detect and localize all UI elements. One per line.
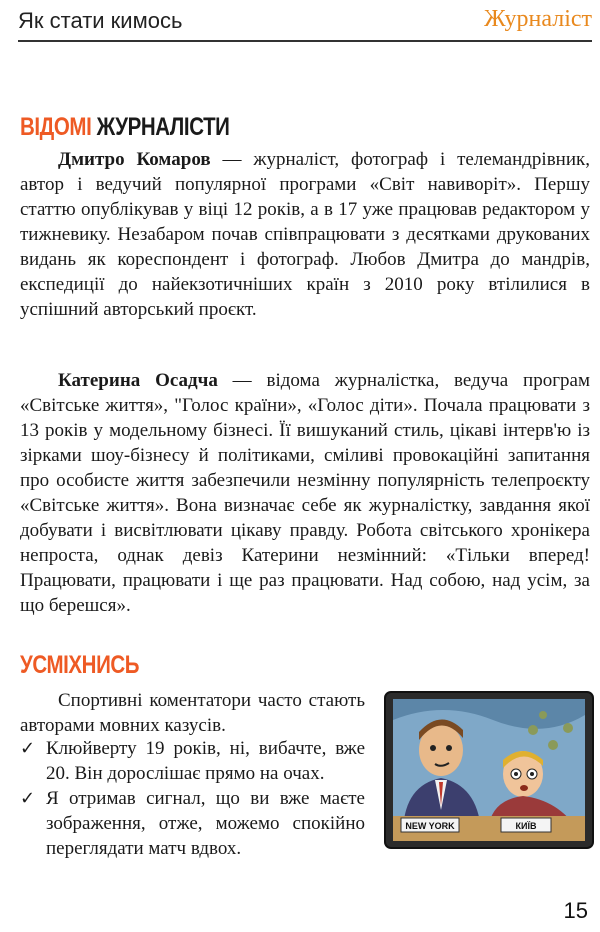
label-new-york: NEW YORK <box>405 821 455 831</box>
joke-item <box>20 786 365 861</box>
section-title-accent: ВІДОМІ <box>20 113 92 141</box>
komarov-paragraph <box>20 147 590 322</box>
tv-commentators-illustration <box>383 690 595 850</box>
joke-item <box>20 736 365 786</box>
label-kyiv: КИЇВ <box>515 821 537 831</box>
page-header <box>0 0 600 46</box>
book-title: Як стати кимось <box>18 8 183 33</box>
check-icon: ✓ <box>20 738 36 759</box>
komarov-name: Дмитро Комаров <box>58 149 211 170</box>
osadcha-text: — відома журналістка, ведуча програм «Світське життя», "Голос країни», «Голос діти». Почала працювати з 13 років у модельному бізнесі. Її вишуканий стиль, цікаві інтерв'ю із зірками шоу-бізнесу й політиками, сміливі провокаційні запитання про особисте життя забезпечили незмінну популярність телепроєкту «Світське життя». Вона визначає себе як журналістку, завдання якої добувати і висвітлювати цікаву правду. Робота світського хронікера непроста, однак девіз Катерини незмінний: «Тільки вперед! Працювати, працювати і ще раз працювати. Над собою, над усім, за що берешся». <box>20 370 590 616</box>
section-title-smile <box>20 651 139 680</box>
section-title-rest: ЖУРНАЛІСТИ <box>96 113 230 141</box>
header-rule <box>18 40 592 42</box>
osadcha-name: Катерина Осадча <box>58 370 218 391</box>
page-number: 15 <box>563 898 588 923</box>
chapter-title: Журналіст <box>484 6 592 32</box>
section-title-famous-journalists <box>20 113 230 142</box>
section-title-smile-text: УСМІХНИСЬ <box>20 651 140 679</box>
joke-text: Я отримав сигнал, що ви вже маєте зображення, отже, можемо спокійно переглядати матч вдвох. <box>46 788 365 859</box>
check-icon: ✓ <box>20 788 36 809</box>
osadcha-paragraph <box>20 368 590 618</box>
jokes-list <box>20 736 365 861</box>
komarov-text: — журналіст, фотограф і телемандрівник, автор і ведучий популярної програми «Світ навиворіт». Першу статтю опублікував у віці 12 років, а в 17 уже працював редактором у тижневику. Незабаром почав співпрацювати з десятками друкованих видань як кореспондент і фотограф. Любов Дмитра до мандрів, експедиції до найекзотичніших країн з 2010 року втілилися в успішний авторський проєкт. <box>20 149 590 320</box>
joke-text: Клюйверту 19 років, ні, вибачте, вже 20. Він дорослішає прямо на очах. <box>46 738 365 784</box>
smile-intro: Спортивні коментатори часто стають авторами мовних казусів. <box>20 690 365 736</box>
